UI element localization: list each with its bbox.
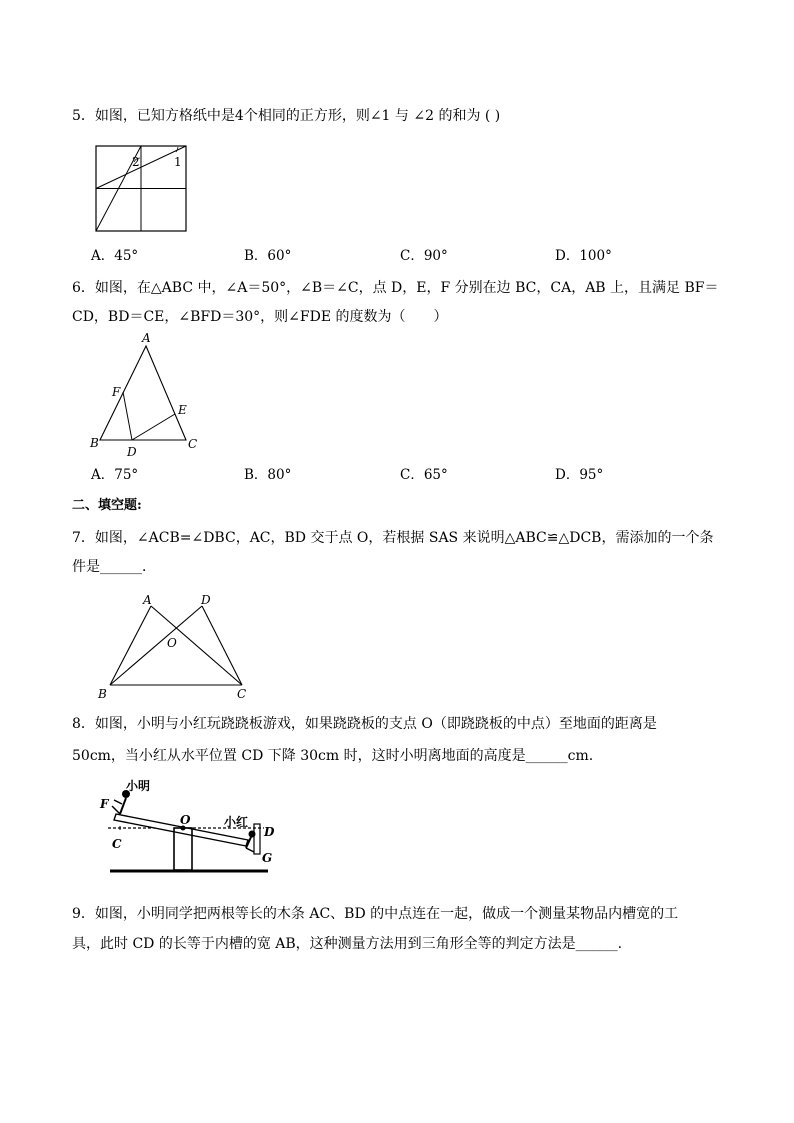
q5-option-b[interactable]: B．60° [244, 248, 292, 264]
q6-option-b[interactable]: B．80° [244, 467, 292, 483]
q9-text-line2: 具，此时 CD 的长等于内槽的宽 AB，这种测量方法用到三角形全等的判定方法是______. [72, 936, 623, 952]
q5-grid-figure [94, 144, 190, 236]
q7-label-o: O [167, 636, 177, 650]
q7-label-d: D [201, 593, 211, 607]
q5-angle2-label: 2 [132, 155, 140, 169]
q8-label-f: F [100, 797, 109, 811]
q8-label-xiaoming: 小明 [126, 779, 151, 793]
q8-label-xiaohong: 小红 [224, 815, 249, 829]
q8-label-d: D [264, 825, 275, 839]
q5-option-d[interactable]: D．100° [555, 248, 612, 264]
q6-label-e: E [178, 403, 187, 417]
q6-triangle-figure [86, 330, 206, 460]
q7-text-line2: 件是______． [72, 559, 156, 575]
q7-label-b: B [98, 687, 107, 701]
q6-label-c: C [188, 437, 198, 451]
q7-text-line1: 7．如图，∠ACB=∠DBC，AC，BD 交于点 O，若根据 SAS 来说明△ABC≌△DCB，需添加的一个条 [72, 530, 714, 546]
q6-option-c[interactable]: C．65° [400, 467, 448, 483]
q8-text-line1: 8．如图，小明与小红玩跷跷板游戏，如果跷跷板的支点 O（即跷跷板的中点）至地面的距离是 [72, 716, 657, 732]
q5-option-c[interactable]: C．90° [400, 248, 448, 264]
q8-text-line2: 50cm，当小红从水平位置 CD 下降 30cm 时，这时小明离地面的高度是______cm. [72, 748, 594, 764]
q6-label-d: D [127, 445, 137, 459]
q6-label-a: A [142, 331, 151, 345]
q8-label-c: C [112, 837, 122, 851]
q7-label-c: C [237, 687, 247, 701]
q9-text-line1: 9．如图，小明同学把两根等长的木条 AC、BD 的中点连在一起，做成一个测量某物品内槽宽的工 [72, 906, 679, 922]
section-title-fill-in: 二、填空题: [72, 498, 142, 513]
q5-text: 5．如图，已知方格纸中是4个相同的正方形，则∠1 与 ∠2 的和为 ( ) [72, 108, 501, 124]
q8-seesaw-figure [96, 776, 286, 878]
q5-option-a[interactable]: A．45° [91, 248, 139, 264]
q6-text-line1: 6．如图，在△ABC 中，∠A＝50°，∠B＝∠C，点 D，E，F 分别在边 BC，CA，AB 上，且满足 BF＝ [72, 280, 719, 296]
q5-angle1-label: 1 [174, 155, 182, 169]
q6-label-b: B [90, 436, 99, 450]
q8-label-g: G [262, 851, 273, 865]
q6-option-a[interactable]: A．75° [91, 467, 139, 483]
q6-label-f: F [112, 385, 121, 399]
q7-figure [94, 590, 256, 702]
q8-label-o: O [180, 813, 191, 827]
q6-option-d[interactable]: D．95° [555, 467, 604, 483]
q7-label-a: A [143, 593, 152, 607]
q6-text-line2: CD，BD＝CE，∠BFD＝30°，则∠FDE 的度数为（ ） [72, 309, 448, 325]
